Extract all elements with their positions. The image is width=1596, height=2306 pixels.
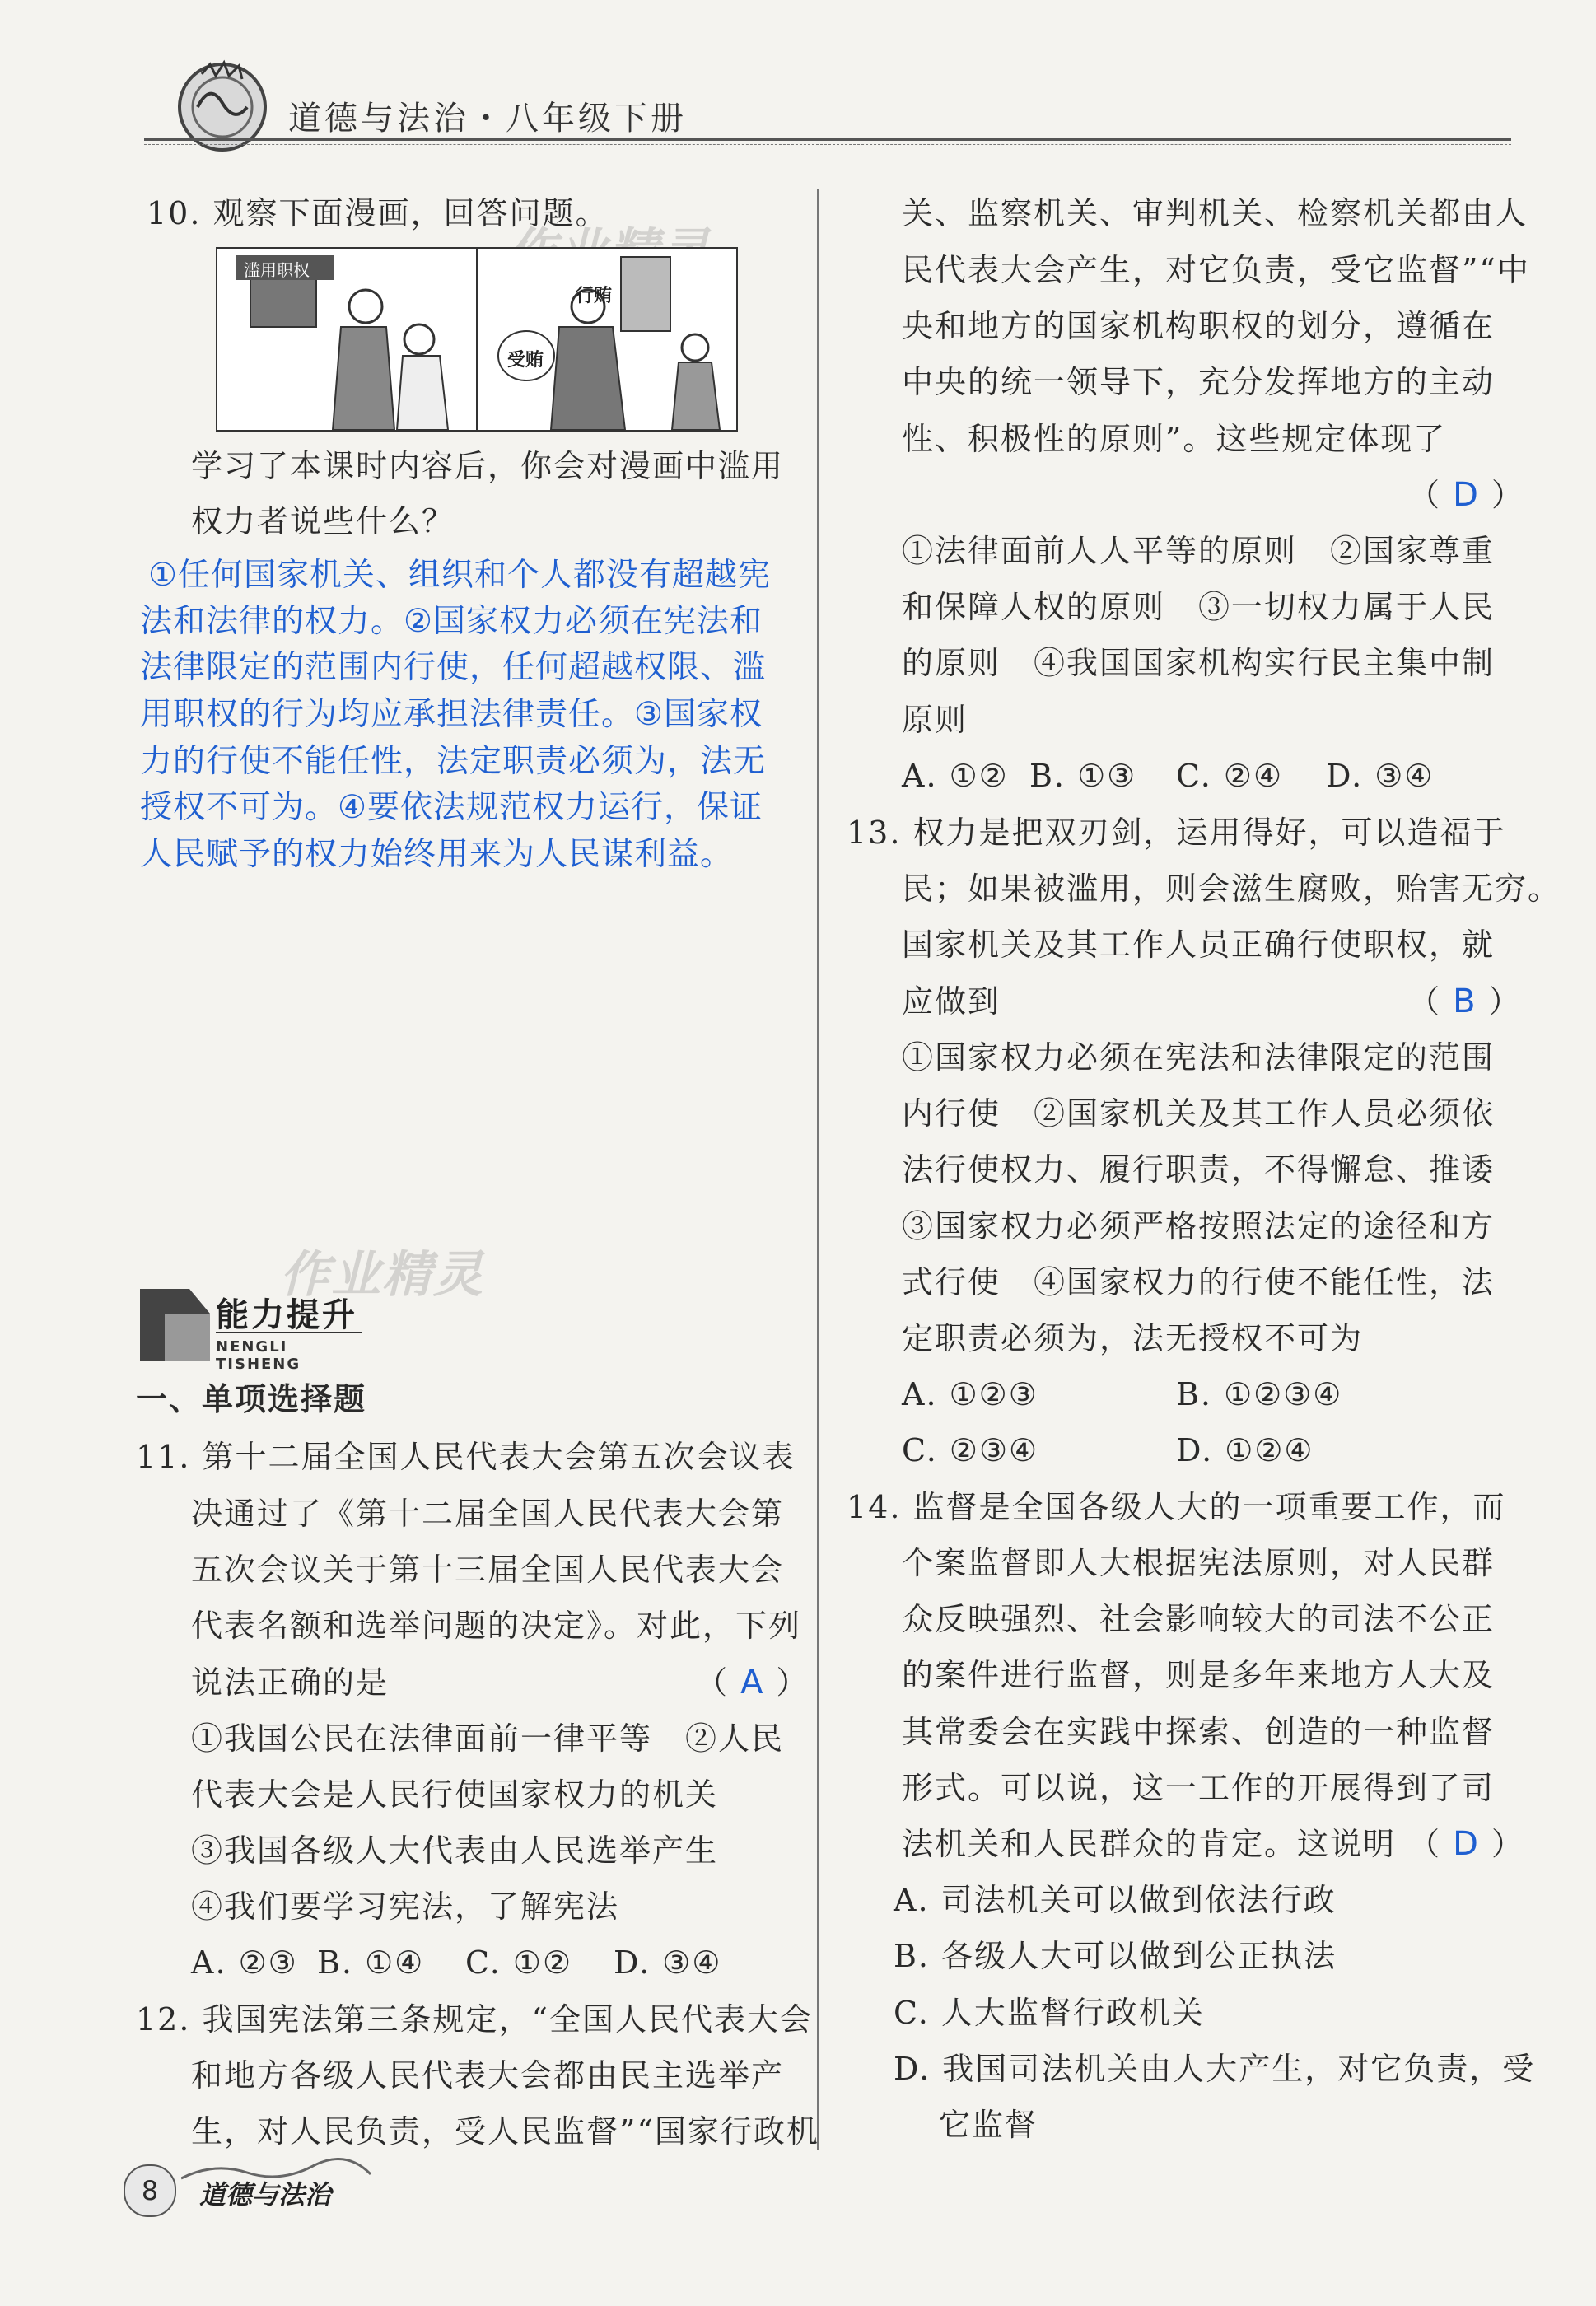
q12-line-8: 性、积极性的原则”。这些规定体现了 xyxy=(902,421,1447,457)
q13-line-4: 应做到 xyxy=(902,983,1001,1020)
q13-answer-letter: B xyxy=(1453,983,1477,1020)
q12-statement-2: 和保障人权的原则 ③一切权力属于人民 xyxy=(902,589,1496,625)
column-divider xyxy=(817,189,819,2150)
q12-statement-3: 的原则 ④我国国家机构实行民主集中制 xyxy=(902,645,1496,681)
q12-option-c: C. ②④ xyxy=(1176,758,1284,794)
q10-answer-line-6: 授权不可为。④要依法规范权力运行，保证 xyxy=(140,789,763,826)
q14-option-d-cont: 它监督 xyxy=(939,2107,1038,2143)
q11-option-d: D. ③④ xyxy=(614,1944,722,1981)
q12-line-5: 民代表大会产生，对它负责，受它监督”“中 xyxy=(902,252,1530,288)
q10-stem: 10. 观察下面漫画，回答问题。 xyxy=(147,195,609,231)
q12-option-a: A. ①② xyxy=(902,758,1009,794)
section-title: 能力提升 xyxy=(216,1296,357,1334)
q10-answer-line-3: 法律限定的范围内行使，任何超越权限、滥 xyxy=(140,649,767,686)
q14-option-b: B. 各级人大可以做到公正执法 xyxy=(894,1938,1337,1974)
q13-option-b: B. ①②③④ xyxy=(1176,1376,1343,1412)
q12-line-7: 中央的统一领导下，充分发挥地方的主动 xyxy=(902,364,1496,400)
q11-line-5: 说法正确的是 xyxy=(191,1664,390,1701)
q14-option-a: A. 司法机关可以做到依法行政 xyxy=(894,1882,1337,1918)
q12-line-1: 12. 我国宪法第三条规定，“全国人民代表大会 xyxy=(136,2001,813,2038)
q10-answer-line-5: 力的行使不能任性，法定职责必须为，法无 xyxy=(140,743,767,780)
q14-option-c: C. 人大监督行政机关 xyxy=(894,1995,1205,2031)
section-pinyin: NENGLI TISHENG xyxy=(216,1338,301,1373)
page-header xyxy=(0,0,1596,165)
q14-answer: （ D ） xyxy=(1408,1825,1524,1863)
q14-option-d: D. 我国司法机关由人大产生，对它负责，受 xyxy=(894,2051,1536,2087)
q12-line-6: 央和地方的国家机构职权的划分，遵循在 xyxy=(902,308,1496,344)
q12-answer-letter: D xyxy=(1453,476,1480,514)
q14-line-1: 14. 监督是全国各级人大的一项重要工作，而 xyxy=(847,1489,1506,1525)
book-title: 道德与法治・八年级下册 xyxy=(288,100,687,138)
q10-cartoon xyxy=(216,247,738,432)
q10-answer-line-7: 人民赋予的权力始终用来为人民谋利益。 xyxy=(140,836,734,873)
page-footer xyxy=(124,2158,371,2232)
q11-answer-letter: A xyxy=(740,1664,765,1701)
q10-prompt-line-2: 权力者说些什么？ xyxy=(191,503,455,539)
q12-line-2: 和地方各级人民代表大会都由民主选举产 xyxy=(191,2057,785,2094)
q13-line-2: 民；如果被滥用，则会滋生腐败，贻害无穷。 xyxy=(902,871,1561,907)
q14-line-3: 众反映强烈、社会影响较大的司法不公正 xyxy=(902,1601,1496,1637)
dragon-emblem-icon xyxy=(173,58,272,156)
q11-statement-1: ①我国公民在法律面前一律平等 ②人民 xyxy=(191,1720,785,1757)
arrow-badge-icon xyxy=(140,1281,214,1363)
q14-line-7: 法机关和人民群众的肯定。这说明 xyxy=(902,1826,1397,1862)
q12-answer: （ D ） xyxy=(1408,476,1524,514)
q13-option-c: C. ②③④ xyxy=(902,1432,1039,1468)
q10-answer-line-1: ①任何国家机关、组织和个人都没有超越宪 xyxy=(148,557,771,594)
q13-statement-3: 法行使权力、履行职责，不得懈怠、推诿 xyxy=(902,1151,1496,1188)
q11-option-c: C. ①② xyxy=(465,1944,573,1981)
q13-option-d: D. ①②④ xyxy=(1176,1432,1314,1468)
watermark-2: 作业精灵 xyxy=(280,1246,484,1304)
q13-statement-5: 式行使 ④国家权力的行使不能任性，法 xyxy=(902,1264,1496,1300)
q12-option-b: B. ①③ xyxy=(1029,758,1137,794)
q12-statement-1: ①法律面前人人平等的原则 ②国家尊重 xyxy=(902,533,1496,569)
header-rule-dashed xyxy=(144,144,1511,145)
q13-option-a: A. ①②③ xyxy=(902,1376,1038,1412)
cartoon-label-abuse: 滥用职权 xyxy=(244,260,310,280)
q14-line-4: 的案件进行监督，则是多年来地方人大及 xyxy=(902,1657,1496,1693)
q11-option-a: A. ②③ xyxy=(191,1944,298,1981)
q11-line-3: 五次会议关于第十三届全国人民代表大会 xyxy=(191,1552,785,1588)
q13-statement-2: 内行使 ②国家机关及其工作人员必须依 xyxy=(902,1095,1496,1132)
q13-statement-6: 定职责必须为，法无授权不可为 xyxy=(902,1320,1364,1356)
q14-answer-letter: D xyxy=(1453,1825,1480,1863)
q11-answer: （ A ） xyxy=(696,1664,810,1701)
section-rule xyxy=(216,1332,362,1333)
q10-answer-line-2: 法和法律的权力。②国家权力必须在宪法和 xyxy=(140,603,763,640)
q11-line-1: 11. 第十二届全国人民代表大会第五次会议表 xyxy=(136,1439,796,1475)
q13-line-1: 13. 权力是把双刃剑，运用得好，可以造福于 xyxy=(847,815,1506,851)
header-rule xyxy=(144,138,1511,141)
cartoon-label-take-bribe: 受贿 xyxy=(507,350,544,371)
q12-line-3: 生，对人民负责，受人民监督”“国家行政机 xyxy=(191,2113,819,2150)
q14-line-6: 形式。可以说，这一工作的开展得到了司 xyxy=(902,1770,1496,1806)
section-badge xyxy=(140,1281,379,1371)
footer-brand: 道德与法治 xyxy=(199,2179,332,2210)
q11-option-b: B. ①④ xyxy=(317,1944,425,1981)
q11-line-2: 决通过了《第十二届全国人民代表大会第 xyxy=(191,1496,785,1532)
q14-line-2: 个案监督即人大根据宪法原则，对人民群 xyxy=(902,1545,1496,1581)
q12-option-d: D. ③④ xyxy=(1326,758,1435,794)
section-heading: 一、单项选择题 xyxy=(136,1381,367,1417)
q11-statement-4: ④我们要学习宪法，了解宪法 xyxy=(191,1888,620,1925)
q13-statement-1: ①国家权力必须在宪法和法律限定的范围 xyxy=(902,1039,1496,1076)
q10-answer-line-4: 用职权的行为均应承担法律责任。③国家权 xyxy=(140,696,763,733)
q11-statement-3: ③我国各级人大代表由人民选举产生 xyxy=(191,1832,719,1869)
page-number: 8 xyxy=(124,2164,176,2217)
q13-statement-4: ③国家权力必须严格按照法定的途径和方 xyxy=(902,1208,1496,1244)
q12-line-4: 关、监察机关、审判机关、检察机关都由人 xyxy=(902,195,1528,231)
q13-line-3: 国家机关及其工作人员正确行使职权，就 xyxy=(902,927,1496,963)
q12-statement-4: 原则 xyxy=(902,702,968,738)
q11-statement-2: 代表大会是人民行使国家权力的机关 xyxy=(191,1776,719,1813)
q10-prompt-line-1: 学习了本课时内容后，你会对漫画中滥用 xyxy=(191,448,785,484)
q13-answer: （ B ） xyxy=(1408,983,1522,1020)
q11-line-4: 代表名额和选举问题的决定》。对此，下列 xyxy=(191,1608,802,1644)
cartoon-label-bribe: 行贿 xyxy=(576,286,613,306)
q14-line-5: 其常委会在实践中探索、创造的一种监督 xyxy=(902,1714,1496,1750)
